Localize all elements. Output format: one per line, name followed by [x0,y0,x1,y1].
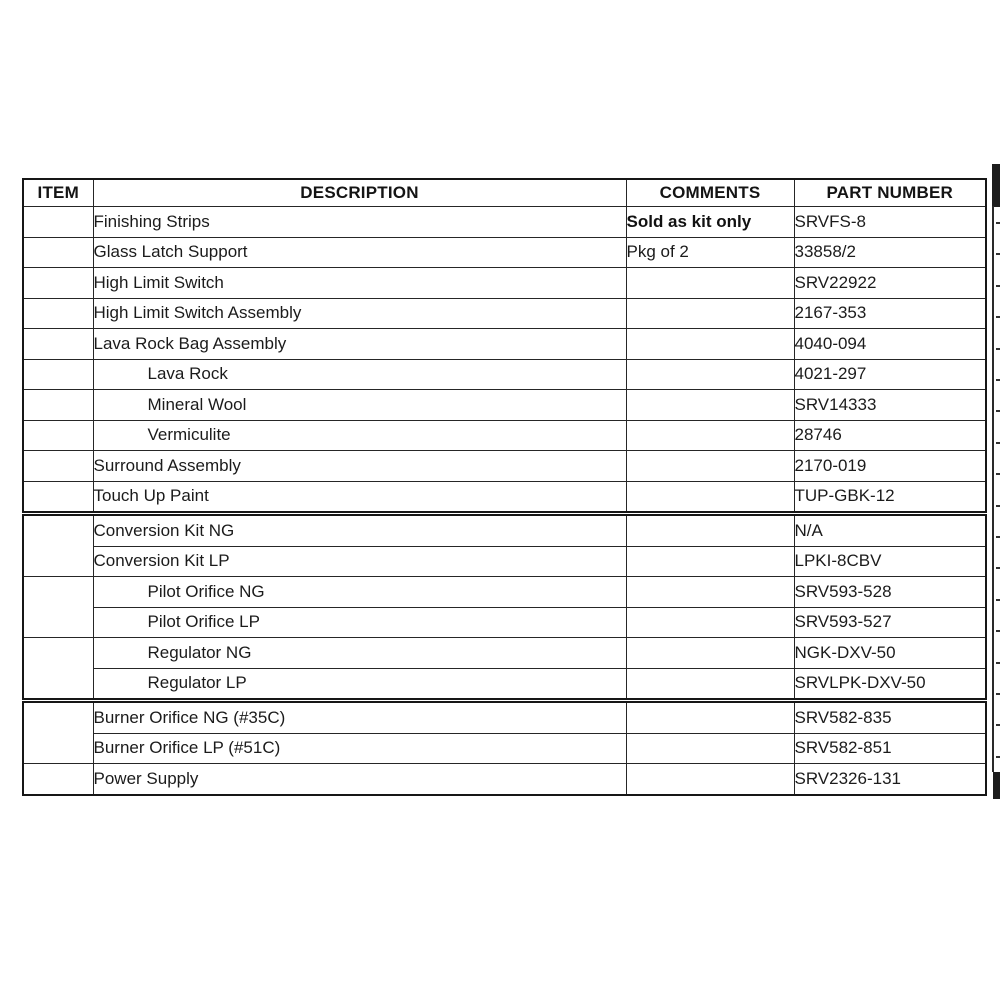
comments-cell [626,451,794,482]
adjacent-table-row-tick [996,662,1000,664]
description-cell: Finishing Strips [93,207,626,238]
description-cell: Burner Orifice NG (#35C) [93,702,626,733]
comments-cell [626,329,794,360]
comments-cell [626,390,794,421]
header-part-number: PART NUMBER [794,179,986,207]
part-number-cell: N/A [794,515,986,546]
table-row [23,481,986,512]
header-row [23,179,986,207]
table-row [23,390,986,421]
description-cell: Burner Orifice LP (#51C) [93,733,626,764]
comments-cell [626,298,794,329]
adjacent-table-row-tick [996,222,1000,224]
part-number-cell: 2167-353 [794,298,986,329]
part-number-cell: 4021-297 [794,359,986,390]
comments-cell [626,733,794,764]
parts-table-section-0 [22,178,987,513]
item-cell [23,764,93,795]
comments-cell [626,268,794,299]
comments-cell [626,668,794,699]
table-row [23,546,986,577]
parts-table-section-1 [22,514,987,700]
header-item: ITEM [23,179,93,207]
adjacent-table-header-edge [992,164,1000,207]
adjacent-table-border-line [992,206,994,772]
adjacent-table-row-tick [996,442,1000,444]
comments-cell [626,702,794,733]
item-cell [23,207,93,238]
adjacent-table-row-tick [996,567,1000,569]
item-cell [23,329,93,360]
part-number-cell: LPKI-8CBV [794,546,986,577]
table-row [23,237,986,268]
adjacent-table-row-tick [996,473,1000,475]
description-cell: Touch Up Paint [93,481,626,512]
description-cell: Vermiculite [93,420,626,451]
description-cell: Conversion Kit NG [93,515,626,546]
table-row [23,764,986,795]
table-row [23,668,986,699]
adjacent-table-row-tick [996,379,1000,381]
description-cell: Glass Latch Support [93,237,626,268]
description-cell: High Limit Switch Assembly [93,298,626,329]
description-cell: Conversion Kit LP [93,546,626,577]
description-cell: Lava Rock [93,359,626,390]
description-cell: Lava Rock Bag Assembly [93,329,626,360]
table-row [23,577,986,608]
comments-cell [626,359,794,390]
item-cell [23,451,93,482]
table-row [23,607,986,638]
description-cell: Regulator LP [93,668,626,699]
adjacent-table-row-tick [996,536,1000,538]
description-cell: Pilot Orifice NG [93,577,626,608]
part-number-cell: 2170-019 [794,451,986,482]
item-cell [23,515,93,577]
table-row [23,702,986,733]
table-row [23,329,986,360]
item-cell [23,390,93,421]
part-number-cell: 28746 [794,420,986,451]
table-row [23,420,986,451]
table-row [23,638,986,669]
item-cell [23,577,93,638]
part-number-cell: SRV582-835 [794,702,986,733]
parts-table [22,178,985,796]
description-cell: Pilot Orifice LP [93,607,626,638]
adjacent-table-row-tick [996,348,1000,350]
comments-cell [626,638,794,669]
part-number-cell: SRVFS-8 [794,207,986,238]
part-number-cell: SRV593-527 [794,607,986,638]
table-row [23,268,986,299]
item-cell [23,298,93,329]
item-cell [23,481,93,512]
table-row [23,733,986,764]
comments-cell: Sold as kit only [626,207,794,238]
table-row [23,359,986,390]
adjacent-table-row-tick [996,756,1000,758]
table-row [23,298,986,329]
part-number-cell: SRV582-851 [794,733,986,764]
description-cell: Mineral Wool [93,390,626,421]
item-cell [23,268,93,299]
comments-cell [626,546,794,577]
adjacent-table-row-tick [996,599,1000,601]
description-cell: Surround Assembly [93,451,626,482]
table-row [23,515,986,546]
header-comments: COMMENTS [626,179,794,207]
adjacent-table-row-tick [996,630,1000,632]
part-number-cell: SRVLPK-DXV-50 [794,668,986,699]
comments-cell [626,481,794,512]
parts-table-section-2 [22,701,987,796]
table-row [23,207,986,238]
part-number-cell: 4040-094 [794,329,986,360]
description-cell: Power Supply [93,764,626,795]
part-number-cell: NGK-DXV-50 [794,638,986,669]
description-cell: High Limit Switch [93,268,626,299]
part-number-cell: SRV593-528 [794,577,986,608]
adjacent-table-row-tick [996,285,1000,287]
adjacent-table-row-tick [996,253,1000,255]
adjacent-table-bottom-edge [993,772,1000,799]
adjacent-table-row-tick [996,724,1000,726]
table-row [23,451,986,482]
part-number-cell: 33858/2 [794,237,986,268]
part-number-cell: TUP-GBK-12 [794,481,986,512]
part-number-cell: SRV14333 [794,390,986,421]
adjacent-table-row-tick [996,410,1000,412]
part-number-cell: SRV2326-131 [794,764,986,795]
item-cell [23,359,93,390]
item-cell [23,638,93,700]
item-cell [23,420,93,451]
comments-cell: Pkg of 2 [626,237,794,268]
comments-cell [626,764,794,795]
comments-cell [626,577,794,608]
adjacent-table-row-tick [996,505,1000,507]
adjacent-table-row-tick [996,316,1000,318]
part-number-cell: SRV22922 [794,268,986,299]
comments-cell [626,607,794,638]
comments-cell [626,515,794,546]
description-cell: Regulator NG [93,638,626,669]
header-description: DESCRIPTION [93,179,626,207]
item-cell [23,237,93,268]
adjacent-table-row-tick [996,693,1000,695]
comments-cell [626,420,794,451]
item-cell [23,702,93,764]
